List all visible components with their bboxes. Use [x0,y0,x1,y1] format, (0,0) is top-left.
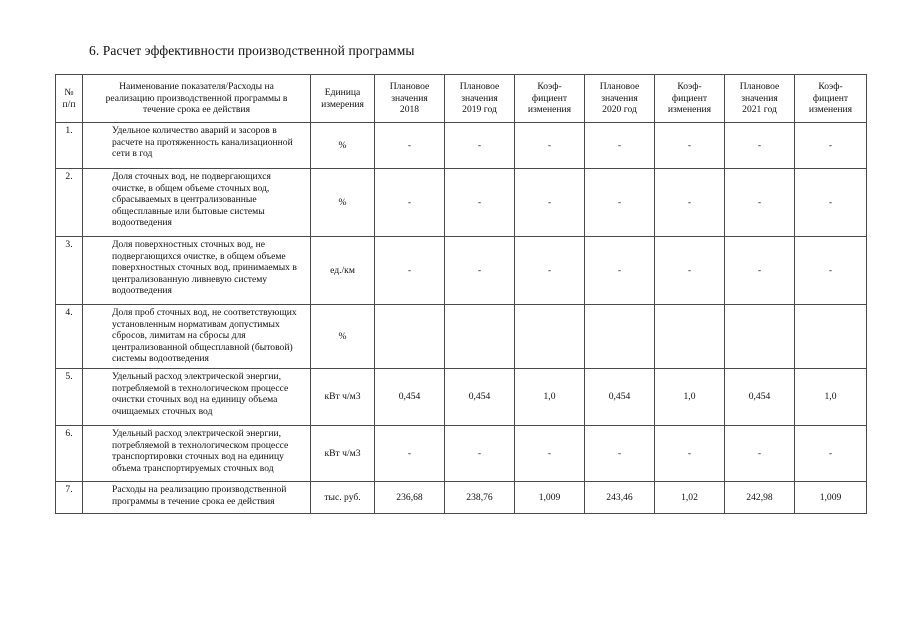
unit: % [311,169,375,237]
header-indicator: Наименование показателя/Расходы на реализацию производственной программы в течение срока ее действия [83,75,311,123]
header-coef-2019: Коэф- фициент изменения [515,75,585,123]
plan-2018 [375,305,445,369]
indicator-name: Доля сточных вод, не подвергающихся очистке, в общем объеме сточных вод, сбрасываемых в централизованные общесплавные или бытовые системы водоотведения [83,169,311,237]
plan-2021: 0,454 [725,369,795,426]
header-coef-2020: Коэф- фициент изменения [655,75,725,123]
table-row [56,482,867,514]
table-row [56,305,867,369]
row-number: 1. [56,123,83,169]
indicator-name: Удельный расход электрической энергии, потребляемой в технологическом процессе очистки сточных вод на единицу объема очищаемых сточных вод [83,369,311,426]
coef-2019: - [515,426,585,482]
coef-2019: 1,009 [515,482,585,514]
row-number: 7. [56,482,83,514]
coef-2020: - [655,169,725,237]
plan-2019 [445,305,515,369]
table-row [56,237,867,305]
header-plan-2021: Плановое значения 2021 год [725,75,795,123]
coef-2019 [515,305,585,369]
plan-2018: 0,454 [375,369,445,426]
row-number: 3. [56,237,83,305]
header-coef-2021: Коэф- фициент изменения [795,75,867,123]
section-heading: 6. Расчет эффективности производственной программы [89,43,415,58]
plan-2020: 243,46 [585,482,655,514]
coef-2021: - [795,237,867,305]
indicator-name: Доля поверхностных сточных вод, не подвергающихся очистке, в общем объеме поверхностных сточных вод, принимаемых в централизованную ливневую систему водоотведения [83,237,311,305]
row-number: 6. [56,426,83,482]
coef-2020: - [655,426,725,482]
unit: тыс. руб. [311,482,375,514]
plan-2020: - [585,123,655,169]
coef-2021 [795,305,867,369]
row-number: 5. [56,369,83,426]
table-header-row [56,75,867,123]
plan-2018: - [375,237,445,305]
plan-2019: 0,454 [445,369,515,426]
coef-2020: 1,02 [655,482,725,514]
plan-2021: 242,98 [725,482,795,514]
unit: % [311,305,375,369]
coef-2020: - [655,237,725,305]
coef-2019: - [515,237,585,305]
coef-2019: - [515,123,585,169]
coef-2021: - [795,426,867,482]
plan-2019: 238,76 [445,482,515,514]
indicator-name: Удельное количество аварий и засоров в расчете на протяженность канализационной сети в год [83,123,311,169]
header-plan-2018: Плановое значения 2018 [375,75,445,123]
table-row [56,426,867,482]
plan-2018: - [375,123,445,169]
coef-2020: 1,0 [655,369,725,426]
header-plan-2019: Плановое значения 2019 год [445,75,515,123]
plan-2019: - [445,426,515,482]
unit: кВт ч/м3 [311,369,375,426]
plan-2020 [585,305,655,369]
header-plan-2020: Плановое значения 2020 год [585,75,655,123]
row-number: 4. [56,305,83,369]
plan-2021: - [725,237,795,305]
plan-2020: - [585,426,655,482]
coef-2019: 1,0 [515,369,585,426]
plan-2019: - [445,237,515,305]
plan-2021: - [725,123,795,169]
plan-2021: - [725,169,795,237]
coef-2021: 1,009 [795,482,867,514]
plan-2021 [725,305,795,369]
plan-2019: - [445,123,515,169]
indicator-name: Расходы на реализацию производственной программы в течение срока ее действия [83,482,311,514]
plan-2020: - [585,237,655,305]
coef-2021: - [795,123,867,169]
coef-2020 [655,305,725,369]
plan-2018: 236,68 [375,482,445,514]
table-row [56,169,867,237]
header-unit: Единица измерения [311,75,375,123]
coef-2020: - [655,123,725,169]
unit: % [311,123,375,169]
header-index: № п/п [56,75,83,123]
coef-2021: 1,0 [795,369,867,426]
plan-2020: - [585,169,655,237]
plan-2018: - [375,169,445,237]
plan-2020: 0,454 [585,369,655,426]
unit: кВт ч/м3 [311,426,375,482]
table-row [56,123,867,169]
efficiency-table [55,74,867,514]
row-number: 2. [56,169,83,237]
plan-2021: - [725,426,795,482]
indicator-name: Удельный расход электрической энергии, потребляемой в технологическом процессе транспортировки сточных вод на единицу объема транспортируемых сточных вод [83,426,311,482]
unit: ед./км [311,237,375,305]
coef-2021: - [795,169,867,237]
coef-2019: - [515,169,585,237]
plan-2019: - [445,169,515,237]
plan-2018: - [375,426,445,482]
table-row [56,369,867,426]
indicator-name: Доля проб сточных вод, не соответствующих установленным нормативам допустимых сбросов, лимитам на сбросы для централизованной общесплавной (бытовой) системы водоотведения [83,305,311,369]
